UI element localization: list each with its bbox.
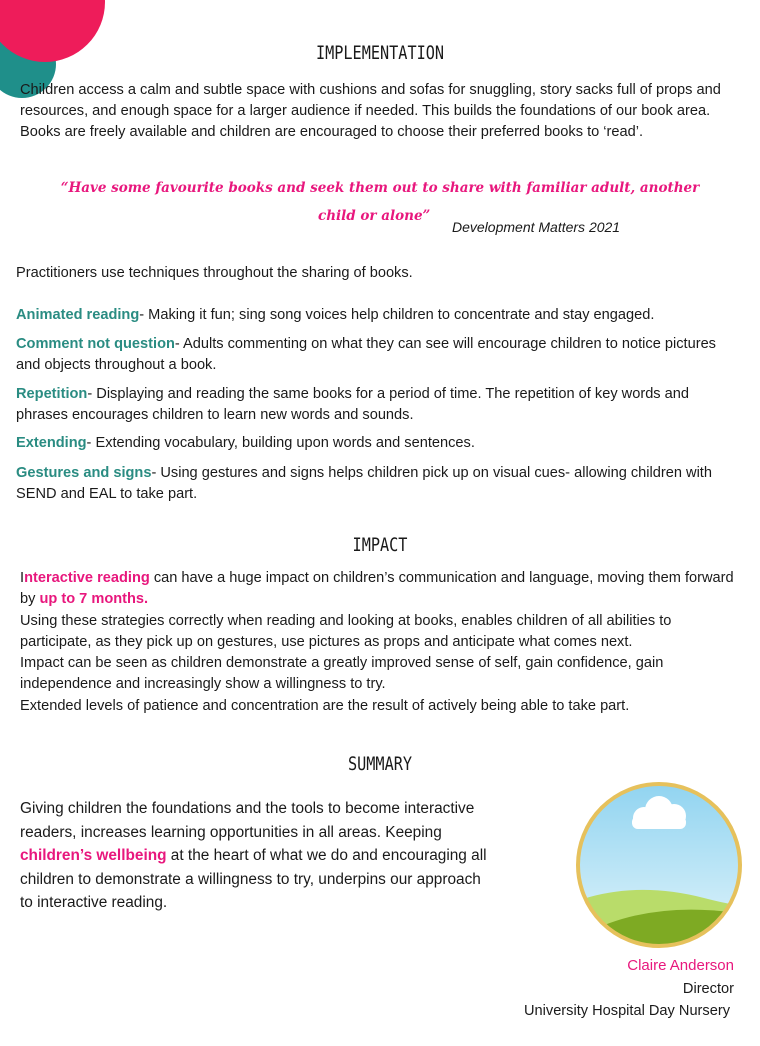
impact-paragraph-3: Impact can be seen as children demonstrate a greatly improved sense of self, gain confidence, gain independence and increasingly show a willingness to try. — [20, 655, 664, 692]
quote-line-2: child or alone” — [318, 208, 431, 224]
impact-paragraph-1 — [20, 568, 742, 610]
technique-item — [16, 463, 738, 505]
technique-text: - Adults commenting on what they can see will encourage children to notice pictures and objects throughout a book. — [16, 336, 716, 373]
technique-term: Animated reading — [16, 307, 140, 323]
technique-term: Repetition — [16, 386, 88, 402]
technique-item — [16, 433, 738, 454]
signature-name: Claire Anderson — [627, 957, 734, 974]
impact-first-letter: I — [20, 570, 25, 586]
implementation-intro: Children access a calm and subtle space with cushions and sofas for snuggling, story sacks full of props and resources, and enough space for a larger audience if needed. This builds the foundations of our book area. Books are freely available and children are encouraged to choose their preferred books to ‘read’. — [20, 82, 721, 140]
technique-text: - Displaying and reading the same books for a period of time. The repetition of key words and phrases encourages children to learn new words and sounds. — [16, 386, 690, 423]
quote-source: Development Matters 2021 — [452, 219, 621, 235]
signature-title: Director — [682, 981, 734, 997]
summary-text-after: at the heart of what we do and encouraging all children to demonstrate a willingness to try, underpins our approach to interactive reading. — [20, 847, 487, 911]
technique-term: Gestures and signs — [16, 465, 152, 481]
impact-highlight-2: up to 7 months. — [39, 591, 149, 607]
technique-term: Comment not question — [16, 336, 175, 352]
impact-paragraph-4: Extended levels of patience and concentration are the result of actively being able to take part. — [20, 698, 630, 714]
implementation-heading: IMPLEMENTATION — [315, 42, 445, 64]
summary-text-before: Giving children the foundations and the tools to become interactive readers, increases learning opportunities in all areas. Keeping — [20, 800, 475, 841]
technique-term: Extending — [16, 435, 87, 451]
technique-text: - Extending vocabulary, building upon words and sentences. — [86, 435, 475, 451]
technique-item — [16, 334, 738, 376]
summary-paragraph — [20, 797, 490, 915]
technique-text: - Making it fun; sing song voices help children to concentrate and stay engaged. — [139, 307, 655, 323]
technique-item — [16, 305, 738, 326]
summary-heading: SUMMARY — [347, 753, 413, 775]
impact-text-1: can have a huge impact on children’s communication and language, moving them forward by — [20, 570, 734, 607]
impact-highlight-1: nteractive reading — [24, 570, 150, 586]
technique-text: - Using gestures and signs helps children pick up on visual cues- allowing children with SEND and EAL to take part. — [16, 465, 712, 502]
impact-paragraph-2: Using these strategies correctly when reading and looking at books, enables children of all abilities to participate, as they pick up on gestures, use pictures as props and anticipate what comes next. — [20, 613, 672, 650]
signature-org: University Hospital Day Nursery — [524, 1003, 730, 1019]
landscape-illustration — [574, 780, 744, 950]
quote-line-1: “Have some favourite books and seek them out to share with familiar adult, another — [60, 180, 700, 196]
technique-item — [16, 384, 738, 426]
summary-highlight: children’s wellbeing — [20, 847, 167, 864]
impact-heading: IMPACT — [352, 534, 408, 556]
techniques-intro: Practitioners use techniques throughout the sharing of books. — [16, 265, 413, 281]
